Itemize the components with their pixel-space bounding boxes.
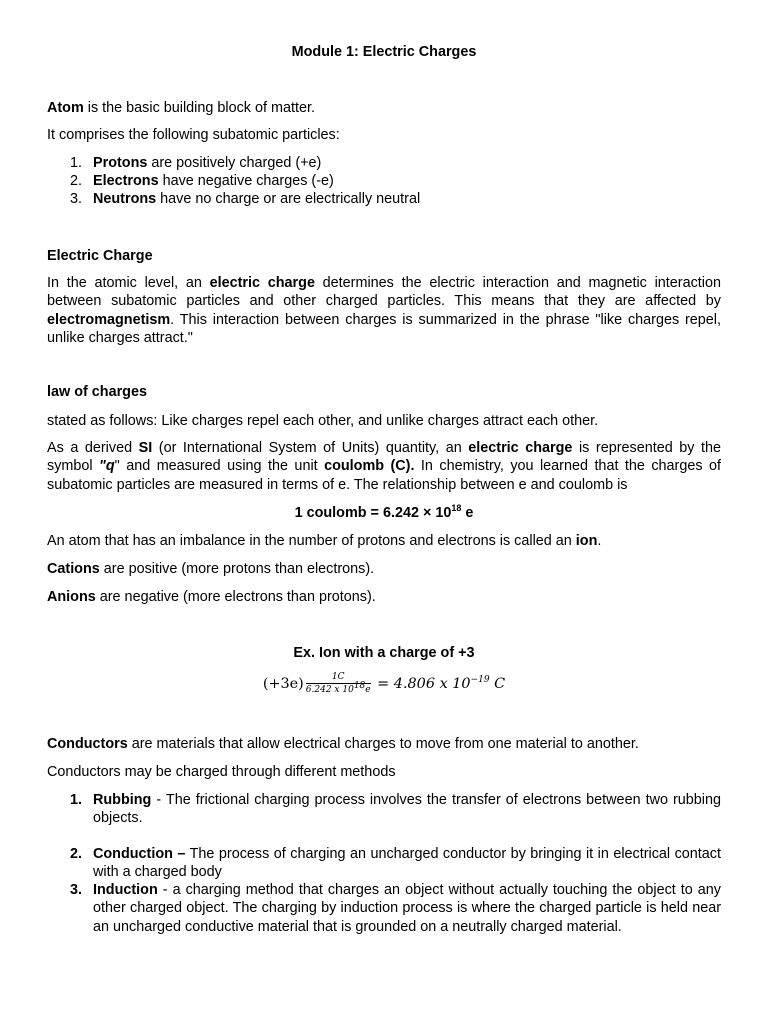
example-heading: Ex. Ion with a charge of +3 — [293, 645, 475, 661]
page-title: Module 1: Electric Charges — [291, 44, 477, 60]
method-number: 3. — [70, 882, 83, 898]
law-statement: stated as follows: Like charges repel each other, and unlike charges attract each other. — [47, 413, 599, 429]
anions-definition: Anions are negative (more electrons than protons). — [47, 589, 376, 605]
method-induction: Induction - a charging method that charges an object without actually touching the object to any other charged object. The charging by induction process is where the charged particle is held near an uncharged conductive material that is grounded on a neutrally charged material. — [93, 882, 721, 935]
ion-definition: An atom that has an imbalance in the number of protons and electrons is called an ion. — [47, 533, 602, 549]
si-paragraph: As a derived SI (or International System of Units) quantity, an electric charge is represented by the symbol "q" and measured using the unit coulomb (C). In chemistry, you learned that the charges of subatomic particles are measured in terms of e. The relationship between e and coulomb is — [47, 440, 721, 493]
list-number: 3. — [70, 191, 83, 207]
section-heading-electric-charge: Electric Charge — [47, 248, 153, 264]
atom-definition: Atom is the basic building block of matter. — [47, 100, 315, 116]
list-item-neutrons: Neutrons have no charge or are electrically neutral — [93, 191, 421, 207]
example-fraction: $\frac{1C}{6.242 x 10^{18}e}$ — [305, 672, 371, 696]
method-conduction: Conduction – The process of charging an uncharged conductor by bringing it in electrical contact with a charged body — [93, 846, 721, 881]
atom-intro: It comprises the following subatomic particles: — [47, 127, 340, 143]
conductors-intro: Conductors may be charged through different methods — [47, 764, 396, 780]
list-item-protons: Protons are positively charged (+e) — [93, 155, 322, 171]
list-item-electrons: Electrons have negative charges (-e) — [93, 173, 334, 189]
conductors-definition: Conductors are materials that allow electrical charges to move from one material to another. — [47, 736, 639, 752]
example-equation: (+3e) $\frac{1C}{6.242 x 10^{18}e}$ = 4.806 x $10^{-19}$ C — [262, 672, 506, 696]
section-heading-law-of-charges: law of charges — [47, 384, 147, 400]
method-number: 1. — [70, 792, 83, 808]
list-number: 2. — [70, 173, 83, 189]
coulomb-equation: 1 coulomb = $6.242 \times 10^{18}$ e — [294, 503, 474, 521]
cations-definition: Cations are positive (more protons than electrons). — [47, 561, 375, 577]
method-number: 2. — [70, 846, 83, 862]
list-number: 1. — [70, 155, 83, 171]
method-rubbing: Rubbing - The frictional charging process involves the transfer of electrons between two rubbing objects. — [93, 792, 721, 827]
electric-charge-paragraph: In the atomic level, an electric charge determines the electric interaction and magnetic interaction between subatomic particles and other charged particles. This means that they are affected by electromagnetism. This interaction between charges is summarized in the phrase "like charges repel, unlike charges attract." — [47, 275, 721, 346]
